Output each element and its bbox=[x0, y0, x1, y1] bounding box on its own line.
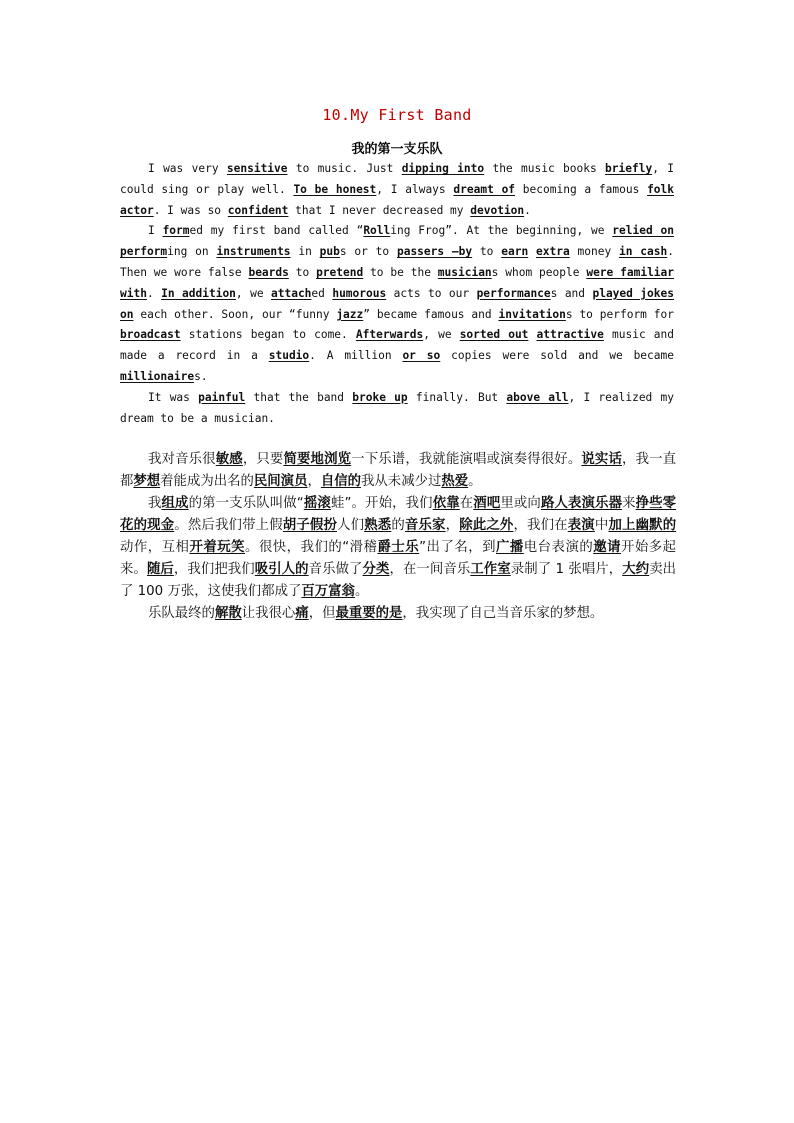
text-run: money bbox=[569, 245, 619, 259]
text-run: ，我们在 bbox=[513, 518, 568, 533]
text-run: ，在一间音乐 bbox=[389, 562, 471, 577]
key-phrase: 工作室 bbox=[470, 562, 511, 577]
key-phrase: attractive bbox=[536, 328, 604, 342]
key-phrase: millionaire bbox=[120, 369, 195, 383]
text-run: 电台表演的 bbox=[523, 540, 594, 555]
text-run bbox=[528, 328, 536, 341]
key-phrase: 简要地浏览 bbox=[283, 452, 352, 467]
text-run: 我对音乐很 bbox=[148, 452, 216, 467]
text-run: acts to our bbox=[386, 286, 477, 300]
text-run: s. bbox=[194, 369, 208, 383]
key-phrase: 热爱 bbox=[441, 474, 469, 489]
text-run: 动作，互相 bbox=[120, 540, 190, 555]
key-phrase: 吸引人的 bbox=[254, 562, 309, 577]
text-run: s whom people bbox=[491, 265, 587, 279]
text-run: 中 bbox=[594, 518, 609, 533]
key-phrase: 梦想 bbox=[133, 474, 161, 489]
key-phrase: broadcast bbox=[120, 328, 181, 342]
key-phrase: pretend bbox=[316, 265, 364, 279]
text-run: . bbox=[146, 286, 162, 300]
key-phrase: 自信的 bbox=[320, 474, 362, 489]
text-run: ，我实现了自己当音乐家的梦想。 bbox=[402, 606, 604, 621]
text-run: 开始多起来。 bbox=[120, 540, 677, 577]
key-phrase: broke up bbox=[352, 390, 408, 404]
text-run: , we bbox=[235, 286, 271, 300]
text-run: . A million bbox=[309, 349, 403, 363]
text-run: 我 bbox=[148, 496, 162, 511]
text-run: to bbox=[472, 245, 502, 259]
key-phrase: humorous bbox=[332, 286, 387, 300]
key-phrase: 胡子假扮 bbox=[282, 518, 338, 533]
key-phrase: attach bbox=[271, 286, 312, 300]
text-run: ing Frog”. At the beginning, we bbox=[390, 224, 613, 238]
text-run: 乐队最终的 bbox=[148, 606, 215, 621]
key-phrase: 大约 bbox=[622, 562, 650, 577]
text-run: to bbox=[288, 265, 317, 279]
text-run: to music. Just bbox=[287, 162, 402, 175]
key-phrase: above all bbox=[506, 390, 569, 404]
text-run: 的 bbox=[391, 518, 405, 533]
key-phrase: 摇滚 bbox=[303, 496, 331, 511]
text-run: 录制了 1 张唱片， bbox=[510, 562, 623, 577]
key-phrase: 敏感 bbox=[215, 452, 243, 467]
text-run bbox=[528, 245, 536, 258]
text-run: stations began to come. bbox=[180, 328, 356, 342]
text-run: to be the bbox=[363, 265, 438, 279]
key-phrase: 依靠 bbox=[432, 496, 460, 511]
key-phrase: were familiar with bbox=[120, 265, 675, 300]
key-phrase: folk actor bbox=[120, 182, 675, 217]
text-run: . Then we wore false bbox=[120, 245, 674, 279]
document-subtitle: 我的第一支乐队 bbox=[351, 142, 443, 157]
text-run: finally. But bbox=[407, 390, 507, 404]
key-phrase: 加上幽默的 bbox=[608, 518, 677, 533]
text-run: 来 bbox=[622, 496, 636, 511]
text-run: 在 bbox=[459, 496, 474, 511]
key-phrase: played jokes on bbox=[120, 286, 674, 321]
text-run: in bbox=[290, 245, 320, 259]
key-phrase: pub bbox=[319, 245, 340, 259]
text-run: s and bbox=[550, 286, 593, 300]
key-phrase: form bbox=[162, 224, 190, 238]
text-run: copies were sold and we became bbox=[440, 349, 674, 363]
key-phrase: 分类 bbox=[362, 562, 390, 577]
key-phrase: in cash bbox=[618, 245, 668, 259]
key-phrase: relied on bbox=[612, 224, 674, 238]
key-phrase: 表演 bbox=[567, 518, 595, 533]
key-phrase: passers –by bbox=[396, 245, 473, 259]
key-phrase: beards bbox=[248, 265, 289, 279]
text-run: s or to bbox=[339, 245, 397, 259]
key-phrase: dipping into bbox=[401, 162, 485, 175]
text-run: that I never decreased my bbox=[288, 203, 471, 217]
text-run: ，我们把我们 bbox=[173, 562, 255, 577]
key-phrase: 酒吧 bbox=[473, 496, 501, 511]
key-phrase: perform bbox=[120, 245, 168, 259]
key-phrase: Roll bbox=[363, 224, 391, 238]
key-phrase: 解散 bbox=[214, 606, 242, 621]
text-run: s to perform for bbox=[565, 307, 674, 321]
key-phrase: performance bbox=[476, 286, 551, 300]
text-run: . I was so bbox=[153, 203, 228, 217]
key-phrase: 民间演员 bbox=[253, 474, 308, 489]
key-phrase: 广播 bbox=[496, 540, 524, 555]
text-run: ， bbox=[445, 518, 460, 533]
text-run: , I realized my dream to be a musician. bbox=[120, 390, 674, 425]
document-title: 10.My First Band bbox=[322, 106, 472, 124]
text-run: ”出了名，到 bbox=[419, 540, 496, 555]
text-run: becoming a famous bbox=[515, 182, 648, 196]
english-paragraph bbox=[120, 388, 674, 430]
chinese-paragraph bbox=[120, 603, 676, 625]
key-phrase: painful bbox=[198, 390, 246, 404]
key-phrase: To be honest bbox=[293, 182, 377, 196]
text-run: 。很快，我们的“滑稽 bbox=[245, 540, 378, 555]
key-phrase: musician bbox=[437, 265, 492, 279]
key-phrase: briefly bbox=[605, 162, 653, 175]
text-run: I was very bbox=[148, 162, 227, 175]
key-phrase: earn bbox=[501, 245, 529, 259]
text-run: 。 bbox=[468, 474, 482, 489]
english-passage bbox=[120, 159, 674, 429]
key-phrase: studio bbox=[268, 349, 310, 363]
key-phrase: 组成 bbox=[161, 496, 189, 511]
key-phrase: 邀请 bbox=[593, 540, 622, 555]
text-run: ，我一直都 bbox=[120, 452, 677, 489]
key-phrase: 挣些零花的现金 bbox=[120, 496, 677, 533]
key-phrase: 说实话 bbox=[581, 452, 623, 467]
key-phrase: sorted out bbox=[459, 328, 529, 342]
text-run: 卖出了 100 万张，这使我们都成了 bbox=[120, 562, 677, 599]
key-phrase: In addition bbox=[161, 286, 236, 300]
text-run: that the band bbox=[245, 390, 353, 404]
text-run: music and made a record in a bbox=[120, 328, 674, 363]
text-run: ，但 bbox=[308, 606, 336, 621]
key-phrase: Afterwards bbox=[355, 328, 424, 342]
key-phrase: 最重要的是 bbox=[335, 606, 403, 621]
text-run: 一下乐谱，我就能演唱或演奏得很好。 bbox=[351, 452, 582, 467]
text-run: ” became famous and bbox=[363, 307, 499, 321]
text-run: 里或向 bbox=[500, 496, 541, 511]
text-run: 人们 bbox=[337, 518, 365, 533]
key-phrase: invitation bbox=[498, 307, 566, 321]
text-run: ed bbox=[311, 286, 333, 300]
text-run: 着能成为出名的 bbox=[160, 474, 254, 489]
text-run: I bbox=[148, 224, 163, 238]
text-run: , I always bbox=[376, 182, 454, 196]
text-run: the music books bbox=[484, 162, 606, 175]
english-paragraph bbox=[120, 159, 674, 221]
key-phrase: 音乐家 bbox=[404, 518, 446, 533]
key-phrase: 痛 bbox=[295, 606, 309, 621]
text-run: 蛙”。开始，我们 bbox=[330, 496, 433, 511]
key-phrase: devotion bbox=[470, 203, 525, 217]
key-phrase: 百万富翁 bbox=[301, 584, 355, 599]
text-run: , I could sing or play well. bbox=[120, 162, 674, 196]
text-run: ing on bbox=[167, 245, 217, 259]
chinese-paragraph bbox=[120, 493, 676, 603]
key-phrase: 路人表演乐器 bbox=[540, 496, 623, 511]
text-run: 让我很心 bbox=[241, 606, 296, 621]
chinese-passage bbox=[120, 449, 676, 625]
text-run: ed my first band called “ bbox=[189, 224, 364, 238]
chinese-paragraph bbox=[120, 449, 676, 493]
key-phrase: dreamt of bbox=[453, 182, 516, 196]
key-phrase: 开着玩笑 bbox=[189, 540, 246, 555]
english-paragraph bbox=[120, 221, 674, 387]
key-phrase: or so bbox=[402, 349, 441, 363]
key-phrase: 除此之外 bbox=[459, 518, 514, 533]
text-run: 我从未减少过 bbox=[361, 474, 442, 489]
text-run: . bbox=[524, 203, 531, 217]
text-run: each other. Soon, our “funny bbox=[133, 307, 337, 321]
key-phrase: 爵士乐 bbox=[377, 540, 420, 555]
key-phrase: jazz bbox=[336, 307, 364, 321]
text-run: 。然后我们带上假 bbox=[174, 518, 283, 533]
text-run: It was bbox=[148, 390, 199, 404]
text-run: ， bbox=[307, 474, 321, 489]
key-phrase: confident bbox=[227, 203, 289, 217]
key-phrase: 随后 bbox=[146, 562, 174, 577]
text-run: 。 bbox=[354, 584, 369, 599]
text-run: , we bbox=[423, 328, 460, 342]
key-phrase: extra bbox=[536, 245, 570, 259]
text-run: 的第一支乐队叫做“ bbox=[188, 496, 304, 511]
key-phrase: instruments bbox=[216, 245, 291, 259]
text-run: 音乐做了 bbox=[308, 562, 363, 577]
text-run: ，只要 bbox=[242, 452, 284, 467]
key-phrase: 熟悉 bbox=[364, 518, 392, 533]
key-phrase: sensitive bbox=[226, 162, 288, 175]
